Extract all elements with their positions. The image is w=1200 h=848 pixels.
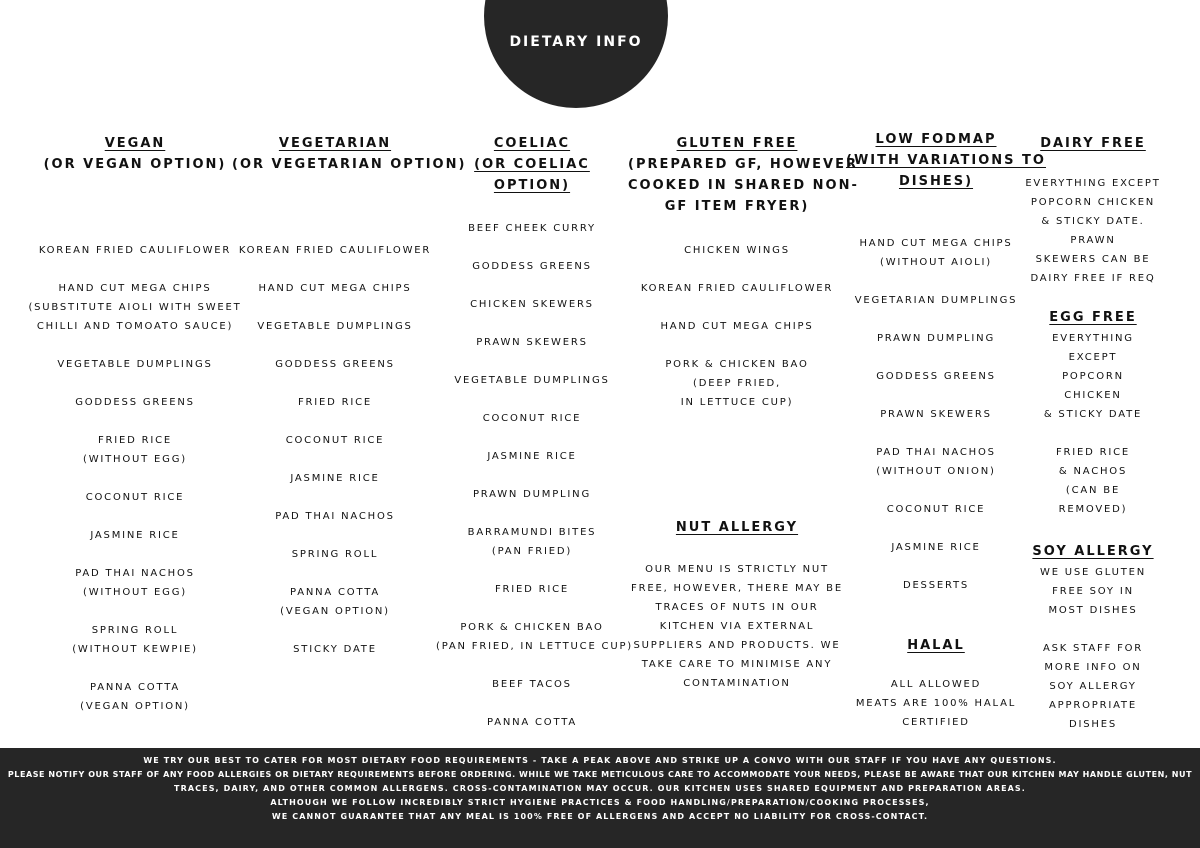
list-item: JASMINE RICE xyxy=(290,473,380,484)
vegan-list xyxy=(20,241,250,735)
footer-line-4: ALTHOUGH WE FOLLOW INCREDIBLY STRICT HYGIENE PRACTICES & FOOD HANDLING/PREPARATION/COOKING PROCESSES, xyxy=(270,798,930,807)
dairy-free-title: DAIRY FREE xyxy=(1040,136,1146,151)
list-item: PAD THAI NACHOS xyxy=(275,511,395,522)
low-fodmap-subheading-2: DISHES) xyxy=(898,174,974,189)
list-item: FRIED RICE xyxy=(494,584,570,595)
list-item: JASMINE RICE xyxy=(90,530,180,541)
list-item: JASMINE RICE xyxy=(487,451,577,462)
list-item: COCONUT RICE xyxy=(482,413,582,424)
soy-allergy-title: SOY ALLERGY xyxy=(1032,544,1154,559)
list-item: BEEF TACOS xyxy=(492,679,572,690)
footer-line-2: PLEASE NOTIFY OUR STAFF OF ANY FOOD ALLERGIES OR DIETARY REQUIREMENTS BEFORE ORDERING. WHILE WE TAKE METICULOUS CARE TO ACCOMMODATE YOUR NEEDS, PLEASE BE AWARE THAT OUR KITCHEN MAY HANDLE GLUTEN, NUT xyxy=(7,770,1193,779)
list-item: SPRING ROLL (WITHOUT KEWPIE) xyxy=(72,625,198,655)
footer-line-5: WE CANNOT GUARANTEE THAT ANY MEAL IS 100% FREE OF ALLERGENS AND ACCEPT NO LIABILITY FOR CROSS-CONTACT. xyxy=(271,812,929,821)
list-item: PAD THAI NACHOS (WITHOUT EGG) xyxy=(75,568,195,598)
list-item: HAND CUT MEGA CHIPS (WITHOUT AIOLI) xyxy=(859,238,1013,268)
list-item: COCONUT RICE xyxy=(85,492,185,503)
list-item: GODDESS GREENS xyxy=(275,359,395,370)
list-item: KOREAN FRIED CAULIFLOWER xyxy=(238,245,432,256)
list-item: PAD THAI NACHOS (WITHOUT ONION) xyxy=(876,447,996,477)
list-item: FRIED RICE xyxy=(297,397,373,408)
vegetarian-subheading: (OR VEGETARIAN OPTION) xyxy=(232,157,467,172)
list-item: JASMINE RICE xyxy=(891,542,981,553)
vegetarian-heading xyxy=(232,133,467,175)
list-item: DESSERTS xyxy=(902,580,970,591)
low-fodmap-list xyxy=(846,234,1026,614)
vegetarian-list xyxy=(236,241,434,678)
gluten-free-title: GLUTEN FREE xyxy=(676,136,798,151)
nut-allergy-text: OUR MENU IS STRICTLY NUT FREE, HOWEVER, THERE MAY BE TRACES OF NUTS IN OUR KITCHEN VIA EXTERNAL SUPPLIERS AND PRODUCTS. WE TAKE CARE TO MINIMISE ANY CONTAMINATION xyxy=(631,564,843,689)
list-item: PRAWN SKEWERS xyxy=(476,337,588,348)
footer-line-3: TRACES, DAIRY, AND OTHER COMMON ALLERGENS. CROSS-CONTAMINATION MAY OCCUR. OUR KITCHEN USES SHARED EQUIPMENT AND PREPARATION AREAS. xyxy=(174,784,1026,793)
soy-allergy-text: WE USE GLUTEN FREE SOY IN MOST DISHES ASK STAFF FOR MORE INFO ON SOY ALLERGY APPROPRIATE DISHES xyxy=(1040,567,1146,730)
list-item: GODDESS GREENS xyxy=(75,397,195,408)
list-item: GODDESS GREENS xyxy=(876,371,996,382)
dairy-free-heading xyxy=(1026,133,1160,154)
list-item: CHICKEN SKEWERS xyxy=(470,299,594,310)
nut-allergy-heading xyxy=(630,517,844,538)
gluten-free-subheading-3: GF ITEM FRYER) xyxy=(664,199,810,214)
list-item: PRAWN DUMPLING xyxy=(472,489,592,500)
low-fodmap-title: LOW FODMAP xyxy=(875,132,997,147)
list-item: PORK & CHICKEN BAO (PAN FRIED, IN LETTUCE CUP) xyxy=(436,622,633,652)
list-item: SPRING ROLL xyxy=(291,549,379,560)
egg-free-heading xyxy=(1026,307,1160,328)
footer-disclaimer xyxy=(0,748,1200,848)
list-item: GODDESS GREENS xyxy=(472,261,592,272)
coeliac-heading xyxy=(436,133,628,196)
halal-text: ALL ALLOWED MEATS ARE 100% HALAL CERTIFIED xyxy=(855,679,1017,728)
halal-title: HALAL xyxy=(907,638,965,653)
low-fodmap-subheading-1: (WITH VARIATIONS TO xyxy=(846,153,1046,168)
list-item: HAND CUT MEGA CHIPS xyxy=(258,283,412,294)
gluten-free-list xyxy=(630,241,844,431)
vegan-subheading: (OR VEGAN OPTION) xyxy=(43,157,227,172)
list-item: STICKY DATE xyxy=(293,644,377,655)
list-item: BARRAMUNDI BITES (PAN FRIED) xyxy=(467,527,597,557)
nut-allergy-title: NUT ALLERGY xyxy=(675,520,799,535)
coeliac-subheading-1: (OR COELIAC xyxy=(474,157,590,172)
list-item: PANNA COTTA (VEGAN OPTION) xyxy=(280,587,390,617)
list-item: PANNA COTTA xyxy=(487,717,577,728)
list-item: PRAWN DUMPLING xyxy=(876,333,996,344)
page-title: DIETARY INFO xyxy=(509,34,643,50)
header-circle xyxy=(484,0,668,108)
coeliac-title: COELIAC xyxy=(493,136,571,151)
vegetarian-title: VEGETARIAN xyxy=(278,136,392,151)
list-item: PANNA COTTA (VEGAN OPTION) xyxy=(80,682,190,712)
list-item: VEGETARIAN DUMPLINGS xyxy=(854,295,1018,306)
list-item: PRAWN SKEWERS xyxy=(880,409,992,420)
list-item: VEGETABLE DUMPLINGS xyxy=(257,321,413,332)
list-item: PORK & CHICKEN BAO (DEEP FRIED, IN LETTUCE CUP) xyxy=(665,359,809,408)
soy-allergy-heading xyxy=(1026,541,1160,562)
vegan-title: VEGAN xyxy=(104,136,166,151)
gluten-free-heading xyxy=(628,133,859,217)
gluten-free-subheading-1: (PREPARED GF, HOWEVER xyxy=(628,157,858,172)
halal-heading xyxy=(846,635,1026,656)
gluten-free-subheading-2: COOKED IN SHARED NON- xyxy=(628,178,859,193)
list-item: COCONUT RICE xyxy=(285,435,385,446)
vegan-heading xyxy=(30,133,240,175)
footer-line-1: WE TRY OUR BEST TO CATER FOR MOST DIETARY FOOD REQUIREMENTS - TAKE A PEAK ABOVE AND STRIKE UP A CONVO WITH OUR STAFF IF YOU HAVE ANY QUESTIONS. xyxy=(143,756,1057,765)
list-item: BEEF CHEEK CURRY xyxy=(468,223,596,234)
list-item: VEGETABLE DUMPLINGS xyxy=(454,375,610,386)
list-item: HAND CUT MEGA CHIPS xyxy=(660,321,814,332)
coeliac-subheading-2: OPTION) xyxy=(493,178,571,193)
list-item: FRIED RICE (WITHOUT EGG) xyxy=(83,435,187,465)
list-item: CHICKEN WINGS xyxy=(684,245,790,256)
list-item: VEGETABLE DUMPLINGS xyxy=(57,359,213,370)
list-item: COCONUT RICE xyxy=(886,504,986,515)
list-item: KOREAN FRIED CAULIFLOWER xyxy=(640,283,834,294)
egg-free-title: EGG FREE xyxy=(1049,310,1137,325)
low-fodmap-heading xyxy=(846,129,1046,192)
dairy-free-text: EVERYTHING EXCEPT POPCORN CHICKEN & STICKY DATE. PRAWN SKEWERS CAN BE DAIRY FREE IF REQ xyxy=(1025,178,1161,284)
coeliac-list xyxy=(436,219,633,751)
list-item: KOREAN FRIED CAULIFLOWER xyxy=(38,245,232,256)
egg-free-text: EVERYTHING EXCEPT POPCORN CHICKEN & STICKY DATE FRIED RICE & NACHOS (CAN BE REMOVED) xyxy=(1043,333,1143,515)
list-item: HAND CUT MEGA CHIPS (SUBSTITUTE AIOLI WITH SWEET CHILLI AND TOMOATO SAUCE) xyxy=(28,283,242,332)
